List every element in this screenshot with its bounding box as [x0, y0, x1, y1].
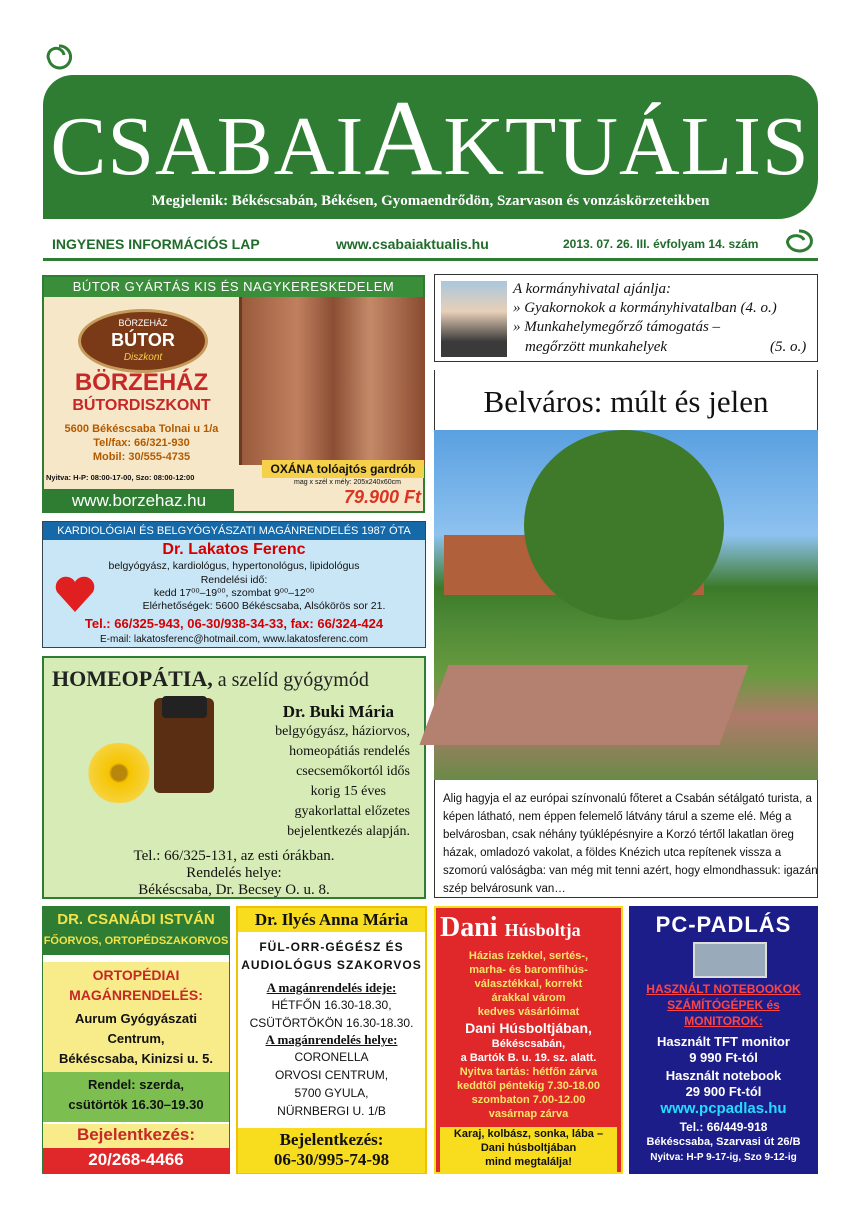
ref-intro: A kormányhivatal ajánlja:	[513, 281, 672, 297]
issue-date: 2013. 07. 26. III. évfolyam 14. szám	[563, 237, 759, 251]
text-line: ORTOPÉDIAI	[92, 967, 180, 983]
pc-tel: Tel.: 66/449-918	[679, 1120, 768, 1134]
text-line: szombaton 7.00-12.00	[471, 1094, 586, 1106]
text-line: Centrum,	[107, 1031, 165, 1046]
ad-header	[43, 907, 229, 955]
text-line: a Bartók B. u. 19. sz. alatt.	[460, 1052, 597, 1064]
doctor-name: DR. CSANÁDI ISTVÁN	[57, 911, 215, 928]
contact: Elérhetőségek: 5600 Békéscsaba, Alsókörös sor 21.	[142, 600, 386, 612]
monitor-image	[693, 942, 767, 978]
divider	[43, 258, 818, 261]
masthead-subtitle: Megjelenik: Békéscsabán, Békésen, Gyomaendrődön, Szarvason és vonzáskörzeteikben	[151, 193, 710, 209]
doctor-name: Dr. Lakatos Ferenc	[162, 541, 306, 558]
text-line: homeopátiás rendelés	[289, 744, 410, 759]
booking-phone: 06-30/995-74-98	[273, 1150, 390, 1169]
masthead-title: CSABAIAKTUÁLIS	[50, 79, 810, 198]
text-line: marha- és baromfihús-	[469, 964, 588, 976]
text-line: mind megtalálja!	[485, 1156, 572, 1168]
text-line: Házias ízekkel, sertés-,	[468, 950, 589, 962]
text-line: belgyógyász, háziorvos,	[275, 724, 410, 739]
doctor-name: Dr. Buki Mária	[282, 702, 394, 721]
flower-image	[79, 743, 159, 803]
free-paper-label: INGYENES INFORMÁCIÓS LAP	[52, 236, 260, 252]
portrait-photo	[441, 281, 507, 357]
text-line: HÉTFŐN 16.30-18.30,	[271, 998, 392, 1012]
shop-name: BÖRZEHÁZ	[74, 369, 209, 396]
text-line: gyakorlattal előzetes	[294, 804, 410, 819]
ad-homeopatia	[42, 656, 426, 899]
borzehaz-logo: BÖRZEHÁZ BÚTOR Diszkont	[78, 309, 208, 373]
text-line: A magánrendelés helye:	[265, 1032, 398, 1047]
text-line: Békéscsabán,	[491, 1038, 566, 1050]
ref-item-cont: megőrzött munkahelyek	[525, 339, 668, 355]
hours: kedd 17⁰⁰–19⁰⁰, szombat 9⁰⁰–12⁰⁰	[153, 587, 315, 599]
ad-ilyes	[236, 906, 427, 1174]
ref-page: (5. o.)	[770, 339, 807, 355]
ad-header: BÚTOR GYÁRTÁS KIS ÉS NAGYKERESKEDELEM	[44, 277, 423, 297]
shop-name: Dani Húsboltja	[440, 912, 581, 943]
text-line: választékkal, korrekt	[474, 978, 583, 990]
article-photo	[434, 430, 818, 780]
text-line: 29 900 Ft-tól	[685, 1084, 762, 1099]
pc-hours: Nyitva: H-P 9-17-ig, Szo 9-12-ig	[650, 1152, 797, 1163]
text-line: Dani Húsboltjában,	[465, 1020, 592, 1036]
text-line: Használt notebook	[665, 1068, 782, 1083]
product-dims: mag x szél x mély: 205x240x60cm	[294, 479, 401, 486]
text-line: bejelentkezés alapján.	[287, 824, 410, 839]
ad-header: KARDIOLÓGIAI ÉS BELGYÓGYÁSZATI MAGÁNRENDELÉS 1987 ÓTA	[43, 522, 425, 540]
product-name: OXÁNA tolóajtós gardrób	[262, 460, 424, 478]
wardrobe-image	[239, 297, 425, 465]
text-line: Békéscsaba, Kinizsi u. 5.	[59, 1051, 213, 1066]
booking-label: Bejelentkezés:	[76, 1125, 196, 1144]
text-line: A magánrendelés ideje:	[266, 980, 397, 995]
text-line: MAGÁNRENDELÉS:	[69, 987, 203, 1003]
text-line: MONITOROK:	[684, 1014, 763, 1028]
text-line: Használt TFT monitor	[657, 1034, 790, 1049]
doctor-title: FŐORVOS, ORTOPÉDSZAKORVOS	[43, 935, 229, 947]
ref-item[interactable]: » Munkahelymegőrző támogatás –	[513, 319, 721, 335]
info-bar	[43, 230, 818, 260]
booking-phone: 20/268-4466	[88, 1150, 184, 1169]
homeo-place-label: Rendelés helye:	[186, 865, 282, 881]
text-line: 5700 GYULA,	[294, 1086, 369, 1100]
ad-csanadi	[42, 906, 230, 1174]
doctor-email[interactable]: E-mail: lakatosferenc@hotmail.com, www.lakatosferenc.com	[99, 634, 369, 645]
text-line: AUDIOLÓGUS SZAKORVOS	[241, 958, 422, 972]
shop-tel: Tel/fax: 66/321-930	[93, 437, 190, 449]
article-body: Alig hagyja el az európai színvonalú főteret a Csabán sétálgató turista, a képen látható, nem éppen felemelő látvány tárul a szeme elé. Még a belvárosban, csak néhány tyúklépésnyire a Korzó tértől lakatlan öreg házak, omladozó vakolat, a földes Knézich utca repítenek vissza a szomorú valóságba: van még mit tenni azért, hogy elmondhassuk: igazán szép belvárosunk van…	[443, 793, 818, 895]
shop-mobile: Mobil: 30/555-4735	[92, 451, 191, 463]
ad-dani-husbolt	[434, 906, 623, 1174]
homeo-tel: Tel.: 66/325-131, az esti órákban.	[133, 848, 335, 864]
text-line: CSÜTÖRTÖKÖN 16.30-18.30.	[249, 1016, 414, 1030]
swirl-icon	[782, 228, 816, 254]
text-line: ORVOSI CENTRUM,	[274, 1068, 389, 1082]
hours-line: Rendel: szerda,	[87, 1077, 185, 1092]
product-price: 79.900 Ft	[344, 487, 422, 507]
hours-label: Rendelési idő:	[200, 574, 268, 586]
website-link[interactable]: www.csabaiaktualis.hu	[336, 236, 489, 252]
ad-pc-padlas	[629, 906, 818, 1174]
text-line: csecsemőkortól idős	[296, 764, 410, 779]
shop-address: 5600 Békéscsaba Tolnai u 1/a	[64, 423, 219, 435]
text-line: Karaj, kolbász, sonka, lába –	[453, 1128, 604, 1140]
hours-line: csütörtök 16.30–19.30	[68, 1097, 204, 1112]
borzehaz-web[interactable]: www.borzehaz.hu	[44, 489, 234, 513]
text-line: FÜL-ORR-GÉGÉSZ ÉS	[259, 940, 404, 954]
ad-lakatos	[42, 521, 426, 648]
text-line: 9 990 Ft-tól	[689, 1050, 758, 1065]
ref-item[interactable]: » Gyakornokok a kormányhivatalban (4. o.)	[513, 300, 777, 316]
text-line: Dani húsboltjában	[480, 1142, 577, 1154]
text-line: keddtől péntekig 7.30-18.00	[456, 1080, 601, 1092]
ad-borzehaz	[42, 275, 425, 513]
text-line: korig 15 éves	[310, 784, 386, 799]
logo-swirl-icon	[44, 42, 74, 72]
text-line: vasárnap zárva	[488, 1108, 569, 1120]
road-shape	[419, 665, 748, 745]
doctor-name: Dr. Ilyés Anna Mária	[238, 908, 425, 932]
text-line: árakkal várom	[491, 992, 566, 1004]
text-line: NÜRNBERGI U. 1/B	[277, 1104, 386, 1118]
article-title: Belváros: múlt és jelen	[483, 384, 769, 419]
text-line: SZÁMÍTÓGÉPEK és	[667, 998, 780, 1012]
shop-subname: BÚTORDISZKONT	[72, 397, 211, 414]
ad-title: HOMEOPÁTIA, a szelíd gyógymód	[52, 666, 369, 691]
text-line: kedves vásárlóimat	[477, 1006, 580, 1018]
government-reference-box	[434, 274, 818, 362]
pc-address: Békéscsaba, Szarvasi út 26/B	[646, 1136, 801, 1148]
shop-name: PC-PADLÁS	[655, 912, 792, 937]
text-line: Nyitva tartás: hétfőn zárva	[459, 1066, 598, 1078]
text-line: CORONELLA	[294, 1050, 369, 1064]
bottle-cap	[162, 696, 207, 718]
pc-web[interactable]: www.pcpadlas.hu	[660, 1100, 787, 1117]
text-line: HASZNÁLT NOTEBOOKOK	[646, 982, 801, 996]
shop-hours: Nyitva: H-P: 08:00-17-00, Szo: 08:00-12:00	[46, 473, 195, 482]
tree-shape	[524, 430, 724, 620]
homeo-address: Békéscsaba, Dr. Becsey O. u. 8.	[138, 882, 330, 898]
doctor-tel: Tel.: 66/325-943, 06-30/938-34-33, fax: 66/324-424	[84, 616, 384, 631]
booking-label: Bejelentkezés:	[279, 1130, 384, 1149]
text-line: Aurum Gyógyászati	[74, 1011, 198, 1026]
doctor-spec: belgyógyász, kardiológus, hypertonológus, lipidológus	[108, 560, 360, 572]
